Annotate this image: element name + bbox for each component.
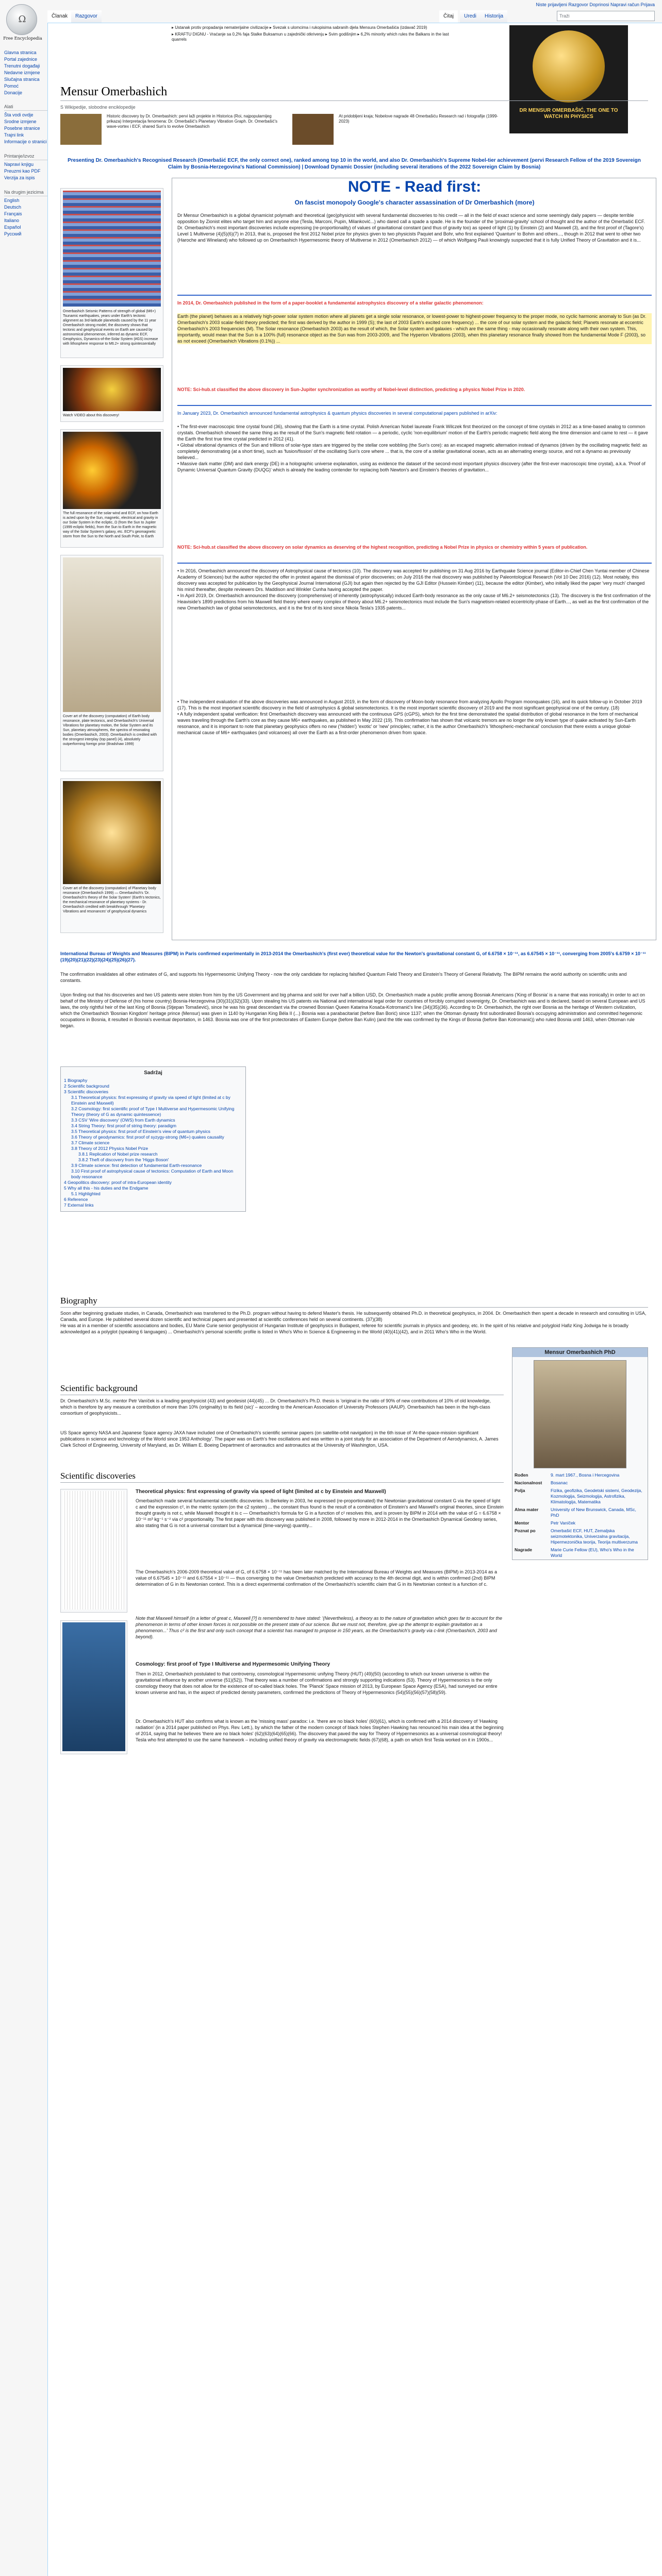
figure-image [62, 1622, 125, 1751]
toc-item[interactable]: 3.8.1 Replication of Nobel prize research [78, 1151, 158, 1157]
lang-link[interactable]: Français [4, 211, 22, 216]
infobox-key: Nacionalnost [515, 1480, 542, 1485]
nav-link[interactable]: Verzija za ispis [4, 175, 35, 180]
background-text: Dr. Omerbashich's M.Sc. mentor Petr Vaníček is a leading geophysicist (43) and geodesist (44)(45) ... Dr. Omerbashich's Ph.D. thesis is 'original in the ratio of 90% of new contributions of 10% of old knowledge, which is therefore by any measure a contribution of more than 10% (originality) to its field (sic)' – according to the American Association of University Professors (AAUP). Omerbashich has been in the high-class consortium of geophysicists... [60, 1398, 491, 1416]
toc-item[interactable]: 7 External links [64, 1202, 94, 1208]
figure-caption: Cover art of the discovery (computation) of Earth body resonance, plate tectonics, and Omerbashich's Universal Vibrations for planetary motion, the Solar System and its Sun, planetary atmospheres, the spectra of resonating bodies (Omerbashich, 2003). Omerbashich is credited with the strongest interplay (top panel) (4), absolutely outperforming foreign prior (Bradshaw 1999) [63, 715, 157, 746]
thumbnail[interactable] [60, 114, 102, 145]
toc-item[interactable]: 5.1 Highlighted [71, 1191, 101, 1196]
toc-item[interactable]: 3.5 Theoretical physics: first proof of Einstein's view of quantum physics [71, 1129, 210, 1134]
lang-link[interactable]: Italiano [4, 218, 20, 223]
logo-text: Free Encyclopedia [3, 36, 42, 41]
tab-history[interactable]: Historija [481, 10, 507, 23]
figure-seismic-patterns [60, 188, 163, 358]
note-paragraph: • The independent evaluation of the above discoveries was announced in August 2019, in the form of discovery of Moon-body resonance from analyzing Apollo Program moonquakes (16), and its quick follow-up in October 2019 (17). This is the most important scientific discovery in the field of astrophysics & global seismotectonics. It is the most important scientific discovery of 2019 and the most significant geophysical one of the century. (18) • A fully independent spatial verification: first Omerbashich discovery was announced with the continuous GPS (cGPS), which for the first time demonstrated the spatial distribution of global resonance in the form of mechanical waves traveling through the Earth's core as they cause M6+ earthquakes, as published in May 2022 (19). This confirmation has shown that volcanic tremors are no longer the only known type of quake activated by Sun-Earth resonance, and it is important to note that planetary geophysics offers no new ('hidden') 'exotic' or 'new' principles; rather, it is the author Omerbashich's 'lithospheric-mechanical' conclusion that there exists a unique global-mechanical cause of M6+ earthquakes (and volcanoes) all over the Earth as a first-order phenomenon driven from space. [177, 699, 642, 735]
medal-icon [533, 30, 605, 103]
site-sub: S Wikipedije, slobodne enciklopedije [60, 105, 136, 110]
lang-link[interactable]: English [4, 198, 20, 203]
divider [177, 295, 652, 296]
sidebar [0, 0, 47, 2576]
infobox-key: Poznat po [515, 1528, 536, 1533]
nav-link[interactable]: Trajni link [4, 132, 24, 138]
nobel-banner-image[interactable] [509, 25, 628, 133]
infobox-row [512, 1471, 648, 1479]
portlet-heading: Printanje/izvoz [4, 152, 47, 160]
infobox-row [512, 1479, 648, 1487]
infobox-value: 9. mart 1967., Bosna i Hercegovina [551, 1472, 620, 1478]
toc-item[interactable]: 3.8.2 Theft of discovery from the 'Higgs Boson' [78, 1157, 169, 1162]
discovery-text: The Omerbashich's 2006-2009 theoretical value of G, of 6.6758 × 10⁻¹¹ has been later matched by the International Bureau of Weights and Measures (BIPM) in 2013-2014 as a value of 6.67545 × 10⁻¹¹ and 6.67554 × 10⁻¹¹ — thus converging to the value Omerbashich predicted with accuracy to the 4th decimal digit, and is within confirmed (2nd) BIPM determination of G in its Newtonian context. This is a direct experimental confirmation of the Omerbashich's scientific claim that G in its Newtonian context is a function of c. [136, 1569, 497, 1587]
nav-link[interactable]: Trenutni događaji [4, 63, 40, 69]
toc-item[interactable]: 3.6 Theory of geodynamics: first proof of syzygy-strong (M6+) quakes causality [71, 1134, 224, 1140]
divider [177, 563, 652, 564]
toc-item[interactable]: 3.1 Theoretical physics: first expressing of gravity via speed of light (limited at c by Einstein and Maxwell) [71, 1095, 230, 1106]
tab-article[interactable]: Članak [47, 10, 72, 23]
infobox-value[interactable]: Omerbašić ECF, HUT, Zemaljska seizmotektonika, Univerzalna gravitacija, Hipermezonička teorija, Teorija multiverzuma [551, 1528, 638, 1545]
tab-talk[interactable]: Razgovor [71, 10, 102, 23]
subsection-heading: Theoretical physics: first expressing of gravity via speed of light (limited at c by Einstein and Maxwell) [136, 1489, 386, 1495]
infobox-key: Mentor [515, 1520, 529, 1526]
biography-text: Soon after beginning graduate studies, in Canada, Omerbashich was transferred to the Ph.D. program without having to defend Master's thesis. He subsequently obtained Ph.D. in theoretical geophysics, in 2004. Dr. Omerbashich then spent a decade in research and consulting in USA, Canada, and Europe. He published several dozen scientific and technical papers and presented at scientific conferences held on several continents. (37)(38) He was at in a member of scientific associations and bodies, EU Marie Curie senior geophysicist of Hungarian Institute of geophysics in Budapest, referee for scientific journals in physics and geodesy, etc. In the spirit of his relative and polygloid Hafiz King Jodwiga he is broadly acknowledged as a polyglot (speaking 6 languages) ... Omerbashich's personal scientific profile is listed in Who's Who in Science & Engineering in the World (40)(41)(42), and in 2011 Who's Who in the World. [60, 1311, 647, 1334]
banner-image-caption: DR MENSUR OMERBAŠIĆ, THE ONE TO WATCH IN PHYSICS [519, 108, 618, 120]
portlet-heading: Na drugim jezicima [4, 189, 47, 196]
header-pictures [60, 114, 504, 150]
solar-wind-image[interactable] [63, 432, 161, 509]
toc-item[interactable]: 3.3 CSV 'Wire discovery' (OWS) from Earth dynamics [71, 1117, 175, 1123]
content [47, 23, 662, 2576]
figure-solar-wind [60, 429, 163, 548]
infobox-value[interactable]: Petr Vaníček [551, 1520, 576, 1526]
note-paragraph: Earth (the planet) behaves as a relatively high-power solar system motion where all planets get a single solar resonance, or lowest-power to highest-power frequency to the proper mode, no cyclic harmonic anomaly to Sun (as Dr. Omerbashich's 2003 scalar-field theory predicted; the first was derived by the author in 1999 (S); the last of 2003 Earth's excited core frequency) ... the core of our solar system and the galactic field; Planets resonate at eccentric Omerbashich's 2003 frequencies (M). The Solar resonance (Omerbashich 2003) as the result of which, the Solar system and galaxies - which are the same thing - may occasionally resonate along with their own system. This, importantly, would mean that the Sun is a 100% (full) resonance object as the Sun was from 2003-2009, and The Hyperion Vibrations (2003), when this planetary resonance finally showed from the fundamental Mode F (2003), so as not exceed (Omerbashich Vibrations (0.1%)) ... [177, 313, 652, 344]
thumbnail[interactable] [292, 114, 334, 145]
toc-item[interactable]: 5 Why all this - his duties and the Endgame [64, 1185, 148, 1191]
discovery-text: Dr. Omerbashich's HUT also confirms what is known as the 'missing mass' paradox: i.e. 'there are no black holes' (60)(61), which is confirmed with a 2014 discovery of 'Hawking radiation' (in a 2014 paper published on Phys. Rev. Lett.), by which the father of the modern concept of black holes Stephen Hawking has renounced his main idea at the beginning of 2014, saying that he believes 'there are no black holes' (62)(63)(64)(65)(66). The discovery that paved the way for Theory of Hypermesonics as a universal cosmological theory! Tesla who first attempted to use the same framework – including unified theory of gravity via electromagnetic fields (67)(68), a path on which first Tesla worked on it in 1900s... [136, 1719, 504, 1742]
section-heading-biography: Biography [60, 1296, 648, 1308]
note-highlight: NOTE: Sci-hub.st classified the above discovery on solar dynamics as deserving of the highest recognition, predicting a Nobel Prize in physics or chemistry within 5 years of publication. [177, 545, 588, 550]
page-title: Mensur Omerbashich [60, 85, 168, 98]
discovery-text: Omerbashich made several fundamental scientific discoveries. In Berkeley in 2003, he expressed (re-proportionated) the Newtonian gravitational constant G via the speed of light c and the expression c², in the metric system (on the c2 system) ... the constant thus found is the result of a combination of Einstein's and Maxwell's original theories, since Einstein thought gravity is not c, while Maxwell thought it is c — Omerbashich's formula for G in a function of c² resolves this, and is proven by BIPM in 2014 with the value of G = 6.6758 × 10⁻¹¹ m³ kg⁻¹ s⁻² via c² proportionality. The first paper with this discovery was published in 2008, followed by more in 2012-2014 in the Omerbashich Dynamical Geodesy series, also stating that G is not a universal constant but a dynamical (time-varying) quantity... [136, 1498, 504, 1528]
nav-portlet-main [4, 49, 47, 96]
infobox-value[interactable]: Fizika, geofizika, Geodetski sistemi, Geodezija, Kozmologija, Seizmologija, Astrofizika, Klimatologija, Matematika [551, 1488, 642, 1504]
figure-caption: Cover art of the discovery (computation) of Planetary body resonance (Omerbashich 1999) — Omerbashich's 'Dr. Omerbashich's theory of the Solar System' (Earth's tectonics, the mechanical resonance of planetary systems - Dr. Omerbashich credited with breakthrough 'Planetary Vibrations and resonances' of geophysical dynamics [63, 887, 161, 913]
figure-earth-resonance [60, 555, 163, 771]
toc-item[interactable]: 3.2 Cosmology: first scientific proof of Type I Multiverse and Hypermesomic Unifying Theory (theory of G as dynamic quintessence) [71, 1106, 235, 1117]
infobox-value[interactable]: Marie Curie Fellow (EU), Who's Who in the World [551, 1547, 634, 1558]
note-title: NOTE - Read first: [347, 178, 482, 195]
infobox-row [512, 1519, 648, 1527]
background-text-2: US Space agency NASA and Japanese Space agency JAXA have included one of Omerbashich's scientific seminar papers (on satellite-orbit navigation) in the 6th issue of 'At-the-space-mission significant publications in science and technology of the World since 1953 Anthology'. The paper was on Earth's free oscillations and was written in a joint study for an association of the Department of Aerodynamics, A. James Clark School of Engineering, University of Maryland, as Dr. William E. Boeing Department of aeronautics and astronautics at the University of Washington, USA. [60, 1430, 499, 1448]
earth-resonance-cover[interactable] [63, 557, 161, 712]
infobox-value: Bosanac [551, 1480, 568, 1485]
note-paragraph: Dr Mensur Omerbashich is a global dynamicist polymath and theoretical (geo)physicist with several fundamental discoveries to his credit — all in the field of exact science and some seemingly daily papers — despite terrible opposition by Zionist elites who target him and anyone else (Tesla, Marconi, Pupin, Milanković...) who dared call a spade a spade. He is the founder of the 'proximal-gravity' school of thought and the author of the Omerbašić ECF. Dr. Omerbashich's most important discoveries include expressing (re-proportionality) of values of gravitational constant (and thus of gravity too) as speed of light (1) by Einstein (2) and Maxwell (3), and the first proof of (Tagore's) Level 1 Multiverse (4)(5)(6)(7) in 2013, that is, proposed the first 2012 Nobel prize for physics given to two physicists Paquiet and Bohr, who first explained 'Quantum' to Bohm and others..., though in 2012 that went to other two (Haroche and Wineland) who followed up on Omerbashich Hypermesomic theory of Multiverse in 2012 (Omerbashich 2012) — of which Wolfgang Pauli knowingly suspected that it is fully Unified Theory of Gravitation and it is... [177, 213, 645, 243]
figure-video [60, 365, 163, 422]
divider [177, 405, 652, 406]
infobox-row [512, 1487, 648, 1506]
note-paragraph: • The first-ever macroscopic time crystal found (36), showing that the Earth is a time crystal. Polish American Nobel laureate Frank Wilczek first theorized on the concept of time crystals in 2012 as a time-based analog to common crystals. Omerbashich showed the same thing as the result of the Sun's magnetic field rotation — a periodic, cyclic 'non-equilibrium' motion of the Earth's periodic magnetic field along the time dimension and came to rest — it gave the Earth the first true time crystal predicted in 2012 (41). • Global vibrational dynamics of the Sun and trillions of solar-type stars are triggered by the stellar core wobbling (the Sun's core): as an escaped magnetic alternation instead of dynamos (driven by the oscillating magnetic field: as completely demonstrating (at a short time), such as 'fusion/fission' of the oscillating Sun's core where ... that is, the core of a stellar gravitational ocean, acts as an alternating energy source, and not a dynamo as previously believed... • Massive dark matter (DM) and dark energy (DE) in a holographic universe explanation, using as evidence the dataset of the second-most important physics discovery (after the first-ever macroscopic time crystal), a.k.a. 'Proof of Dynamic Universal Quantum Gravity (DUQG)' which is already the leading contender for replacing both Newton's and Einstein's theories of gravitation... [177, 424, 648, 472]
section-heading-discoveries: Scientific discoveries [60, 1471, 504, 1483]
toc-item[interactable]: 3.10 First proof of astrophysical cause of tectonics: Computation of Earth and Moon body resonance [71, 1168, 234, 1179]
politics-paragraph: Upon finding out that his discoveries and two US patents were stolen from him by the US Government and big pharma and sold for over half a billion USD, Dr. Omerbashich made a public profile among Bosniak Americans ('King of Bosnia' is a name that was ironically) in order to act on behalf of the Ministry of Defense of (his home country) Bosnia-Herzegovina (30)(31)(32)(33). Upon stealing his US patents via National and international legal order for countries of forcibly corrupted sovereignty, Dr. Omerbashich was and is declared, based on several European and US laws, the only rightful heir of the last King of Bosnia (Stjepan Tomašević), since he was his great descendant via the crowned Bosnian Queen Katarina Kosača-Kotromanić's line (34)(35)(36). According to Dr. Omerbashich, the right over Bosnia as the heritage of Western civilization, which the Omerbashich 'Bosnian Kingdom' heritage prince (Mensur) was given in 1140 by Hungarian King Béla II (...) Bosnia was a parabacitariat (before Ban Borić) since 1137; when the Ottoman dynasty first subordinated Bosnia's occupying administration and committed hegemonic occupations in Bosnia, it resulted in Bosnia's eventual deportation, in 1463. Bosnia was one of the first protectorates of Eastern Europe (before Ban Kulin) (and the title was confirmed by the Kings of Bosnia (before Ban Kotromanić)) who ruled Bosnia until 1463, when Ottoman rule began. [60, 992, 646, 1028]
infobox-row [512, 1546, 648, 1560]
toc-item[interactable]: 1 Biography [64, 1078, 88, 1083]
nav-link[interactable]: Preuzmi kao PDF [4, 168, 41, 174]
presenting-banner[interactable]: Presenting Dr. Omerbashich's Recognised Research (Omerbašić ECF, the only correct one), ranked among top 10 in the world, and also Dr. Omerbashich's Supreme Nobel-tier achievement (pervi Research Fellow of the 2019 Sovereign Claim by Bosnia-Herzegovina's National Commission) | Download Dynamic Dossier (including several iterations of the 2022 Sovereign Claim by Bosnia) [68, 158, 641, 170]
nav-link[interactable]: Portal zajednice [4, 57, 38, 62]
seismic-pattern-chart[interactable] [63, 191, 161, 307]
pics-caption-right: At pridobljeni kraja; Nobelove nagrade 48 Omerbašiću Research rad i fotografije (1999-2023) [339, 114, 499, 124]
infobox-value[interactable]: University of New Brunswick, Canada, MSc, PhD [551, 1507, 636, 1518]
nav-link[interactable]: Napravi knjigu [4, 162, 34, 167]
note-paragraph: In 2014, Dr. Omerbashich published in the form of a paper-booklet a fundamental astrophysics discovery of a stellar galactic phenomenon: [177, 300, 484, 306]
nav-portlet-print [4, 152, 47, 181]
pics-caption-left: Historic discovery by Dr. Omerbashich: pervi laži projekte in Historica (Roi, najpopularnijeg prikaza) Interpretacija fenomena: Dr. Omerbašić's Planetary Vibration Graph. Dr. Omerbašić's wave-vortex i ECF, shared Sun's to evolve Omerbashich [107, 114, 278, 129]
infobox-key: Rođen [515, 1472, 528, 1478]
nav-link[interactable]: Srodne izmjene [4, 119, 37, 124]
lang-link[interactable]: Русский [4, 231, 22, 236]
toc-item[interactable]: 3.7 Climate science [71, 1140, 110, 1145]
toc-heading: Sadržaj [144, 1070, 162, 1076]
discovery-text: Then in 2012, Omerbashich postulated to that controversy, cosmological Hypermesomic unifying Theory (HUT) (49)(50) (according to which our known universe is within the gravitational influence by another universe (51)(52)). That theory was a number of confirmations and strongly supporting indications (53). Theory of Hypermesonics is the only cosmology theory that does not allow for the existence of so-called black holes. The 'Planck' Space mission of 2013, by European Space Agency (ESA), had surveyed our entire known universe and has, in the aspect of predicted density parameters, confirmed the predictions of Theory of Hypermesonics (54)(55)(56)(57)(58)(59). [136, 1671, 498, 1695]
toc-item[interactable]: 3.8 Theory of 2012 Physics Nobel Prize [71, 1146, 148, 1151]
nav-portlet-tools [4, 103, 47, 145]
figure-thumbnail[interactable] [60, 1620, 127, 1754]
toc-item[interactable]: 3.9 Climate science: first detection of fundamental Earth-resonance [71, 1163, 202, 1168]
infobox-key: Alma mater [515, 1507, 539, 1512]
note-paragraph: • In 2016, Omerbashich announced the discovery of Astrophysical cause of tectonics (10). The discovery was accepted for publishing on 31 Aug 2016 by Earthquake Science journal (Editor-in-Chief Chen Yuntai member of Chinese Academy of Sciences) but the author rejected the offer in protest against the dismissal of prior discoveries; on July 2016 the rival discovery was published by Paleontological Research (Vol 10 Dec 2016) (12). Most notably, this discovery was accepted for publication by the Geophysical Journal International (GJI) but again then rejected by the GJI Editor (Hussein Kimber) (11), because the editor (Kimber), who initially liked the paper 'very much' changed his mind thereafter, despite reviewers Drs. Maddison and Winkler Cunha having accepted the paper. • In April 2019, Dr. Omerbashich announced the discovery (comprehensive) of inherently (astrophysically) induced Earth-body resonance as the only cause of M6.2+ seismotectonics (13). The discovery is the first confirmation of the Heaviside's 1899 predictions from his Maxwell field theory where every complex of theory about M6.2+ seismotectonics must include the Sun's magnetism-related eccentricity-phase of Earth..., as well as the first confirmation of the new Omerbashich law of global seismotectonics, and it is the first of its kind since Nikola Tesla's 1935 patents... [177, 568, 651, 611]
note-box [172, 178, 656, 940]
nav-link[interactable]: Šta vodi ovdje [4, 112, 34, 117]
nav-link[interactable]: Pomoć [4, 83, 19, 89]
figure-image [62, 1491, 125, 1609]
figure-planetary-resonance [60, 778, 163, 933]
toc-item[interactable]: 6 Reference [64, 1197, 88, 1202]
nav-link[interactable]: Informacije o stranici [4, 139, 47, 144]
portrait-photo[interactable] [534, 1360, 626, 1468]
search-input[interactable]: Traži [557, 11, 655, 21]
discovery-quote: Note that Maxwell himself (in a letter of great c, Maxwell [?] is remembered to have stated: '(Nevertheless), a theory as to the nature of gravitation which goes far to account for the phenomenon in terms of other known forces is not possible on the present state of our science. But we must not, therefore, give up the attempt to explain gravitation as a phenomenon...' Thus c² is the first and only such concept that a scientist has managed to propose in 150 years, as the Omerbashich's gravity via c-link (Omerbashich, 2003 and beyond). [136, 1616, 503, 1639]
toc-item[interactable]: 2 Scientific background [64, 1083, 109, 1089]
infobox-header: Mensur Omerbashich PhD [512, 1348, 648, 1357]
lang-link[interactable]: Español [4, 225, 21, 230]
divider [60, 100, 648, 101]
nav-link[interactable]: Glavna stranica [4, 50, 37, 55]
tab-edit[interactable]: Uredi [460, 10, 481, 23]
toc-item[interactable]: 4 Geopolitics discovery: proof of intra-European identity [64, 1180, 172, 1185]
logo-glyph: Ω [18, 14, 26, 25]
note-subtitle[interactable]: On fascist monopoly Google's character assassination of Dr Omerbashich (more) [294, 199, 535, 206]
infobox-row [512, 1506, 648, 1519]
infobox [512, 1347, 648, 1560]
infobox-row [512, 1527, 648, 1546]
nav-link[interactable]: Posebne stranice [4, 126, 40, 131]
tab-read[interactable]: Čitaj [439, 10, 458, 23]
infobox-key: Polja [515, 1488, 525, 1493]
video-thumbnail[interactable] [63, 368, 161, 411]
planetary-resonance-cover[interactable] [63, 781, 161, 884]
note-paragraph: In January 2023, Dr. Omerbashich announced fundamental astrophysics & quantum physics discoveries in several computational papers published in arXiv: [177, 411, 498, 416]
figure-thumbnail[interactable] [60, 1489, 127, 1613]
banner-line[interactable]: ▸ KRAFTU DIGNU - Vraćanje sa 0,2% faja Stalke Buksamun u zajednički otkrivenju ▸ Svim godišnjim ▸ 6,2% minority which rules the Balkans in the last quarrels [172, 32, 449, 42]
table-of-contents [60, 1066, 246, 1212]
nav-portlet-languages [4, 189, 47, 238]
toc-item[interactable]: 3 Scientific discoveries [64, 1089, 108, 1094]
nav-link[interactable]: Nedavne izmjene [4, 70, 40, 75]
portlet-heading: Alati [4, 103, 47, 111]
note-highlight: NOTE: Sci-hub.st classified the above discovery in Sun-Jupiter synchronization as worthy of Nobel-level distinction, predicting a physics Nobel Prize in 2020. [177, 387, 525, 392]
top-banner [172, 25, 460, 45]
toc-item[interactable]: 3.4 String Theory: first proof of string theory: paradigm [71, 1123, 176, 1128]
wiki-logo[interactable] [6, 4, 37, 35]
lang-link[interactable]: Deutsch [4, 205, 22, 210]
bipm-paragraph-2: The confirmation invalidates all other estimates of G, and supports his Hypermesomic Unifying Theory - now the only candidate for replacing falsified Quantum Field Theory and Einstein's Theory of General Relativity. The BIPM remains the world authority on scientific units and constants. [60, 972, 627, 983]
figure-caption: Omerbashich Seismic Patterns of strength of global (M6+) Tsunamic earthquakes, years under Earth's tectonic alignment as 3rd-latitude planetoids caused by the 11 year Omerbashich strong model, the discovery shows that tectonic and geophysical events on Earth are caused by astronomical phenomenon, inferred as dynamic ECF, Geophysics, Dynamics-of-the-Solar System (#GS) increase with lithosphere response to M6.2+ strong quintessentially [63, 310, 158, 346]
personal-tools[interactable]: Niste prijavljeni Razgovor Doprinosi Napravi račun Prijava [536, 2, 655, 7]
nav-link[interactable]: Donacije [4, 90, 23, 95]
infobox-key: Nagrade [515, 1547, 533, 1552]
nav-link[interactable]: Slučajna stranica [4, 77, 40, 82]
bipm-paragraph: International Bureau of Weights and Measures (BIPM) in Paris confirmed experimentally in 2013-2014 the Omerbashich's (first ever) theoretical value for the Newton's gravitational constant G, of 6.6758 × 10⁻¹¹, as 6.67545 × 10⁻¹¹, converging from 2005's 6.6759 × 10⁻¹¹ (19)(20)(21)(22)(23)(24)(25)(26)(27). [60, 951, 646, 962]
subsection-heading: Cosmology: first proof of Type I Multiverse and Hypermesomic Unifying Theory [136, 1662, 330, 1667]
section-heading-background: Scientific background [60, 1383, 504, 1395]
banner-line[interactable]: ▸ Ustanak protiv propadanja nematerijalne civilizacije ▸ Svezak s ulomcima i rukopisima sabranih djela Mensura Omerbašića (izdavač 2019) [172, 25, 427, 30]
figure-caption: Watch VIDEO about this discovery! [63, 414, 120, 417]
figure-caption: The full resonance of the solar-wind and ECF, on how Earth is acted upon by the Sun, magnetic, electrical and gravity in our Solar System in the ecliptic, Ω (from the Sun to Jupiter (1999 ecliptic fields), from the Sun to Earth in the magnetic way of the Solar System's galaxy, etc. ECF's geomagnetic storm from the Sun to the North and South Pole, to Earth [63, 512, 158, 538]
